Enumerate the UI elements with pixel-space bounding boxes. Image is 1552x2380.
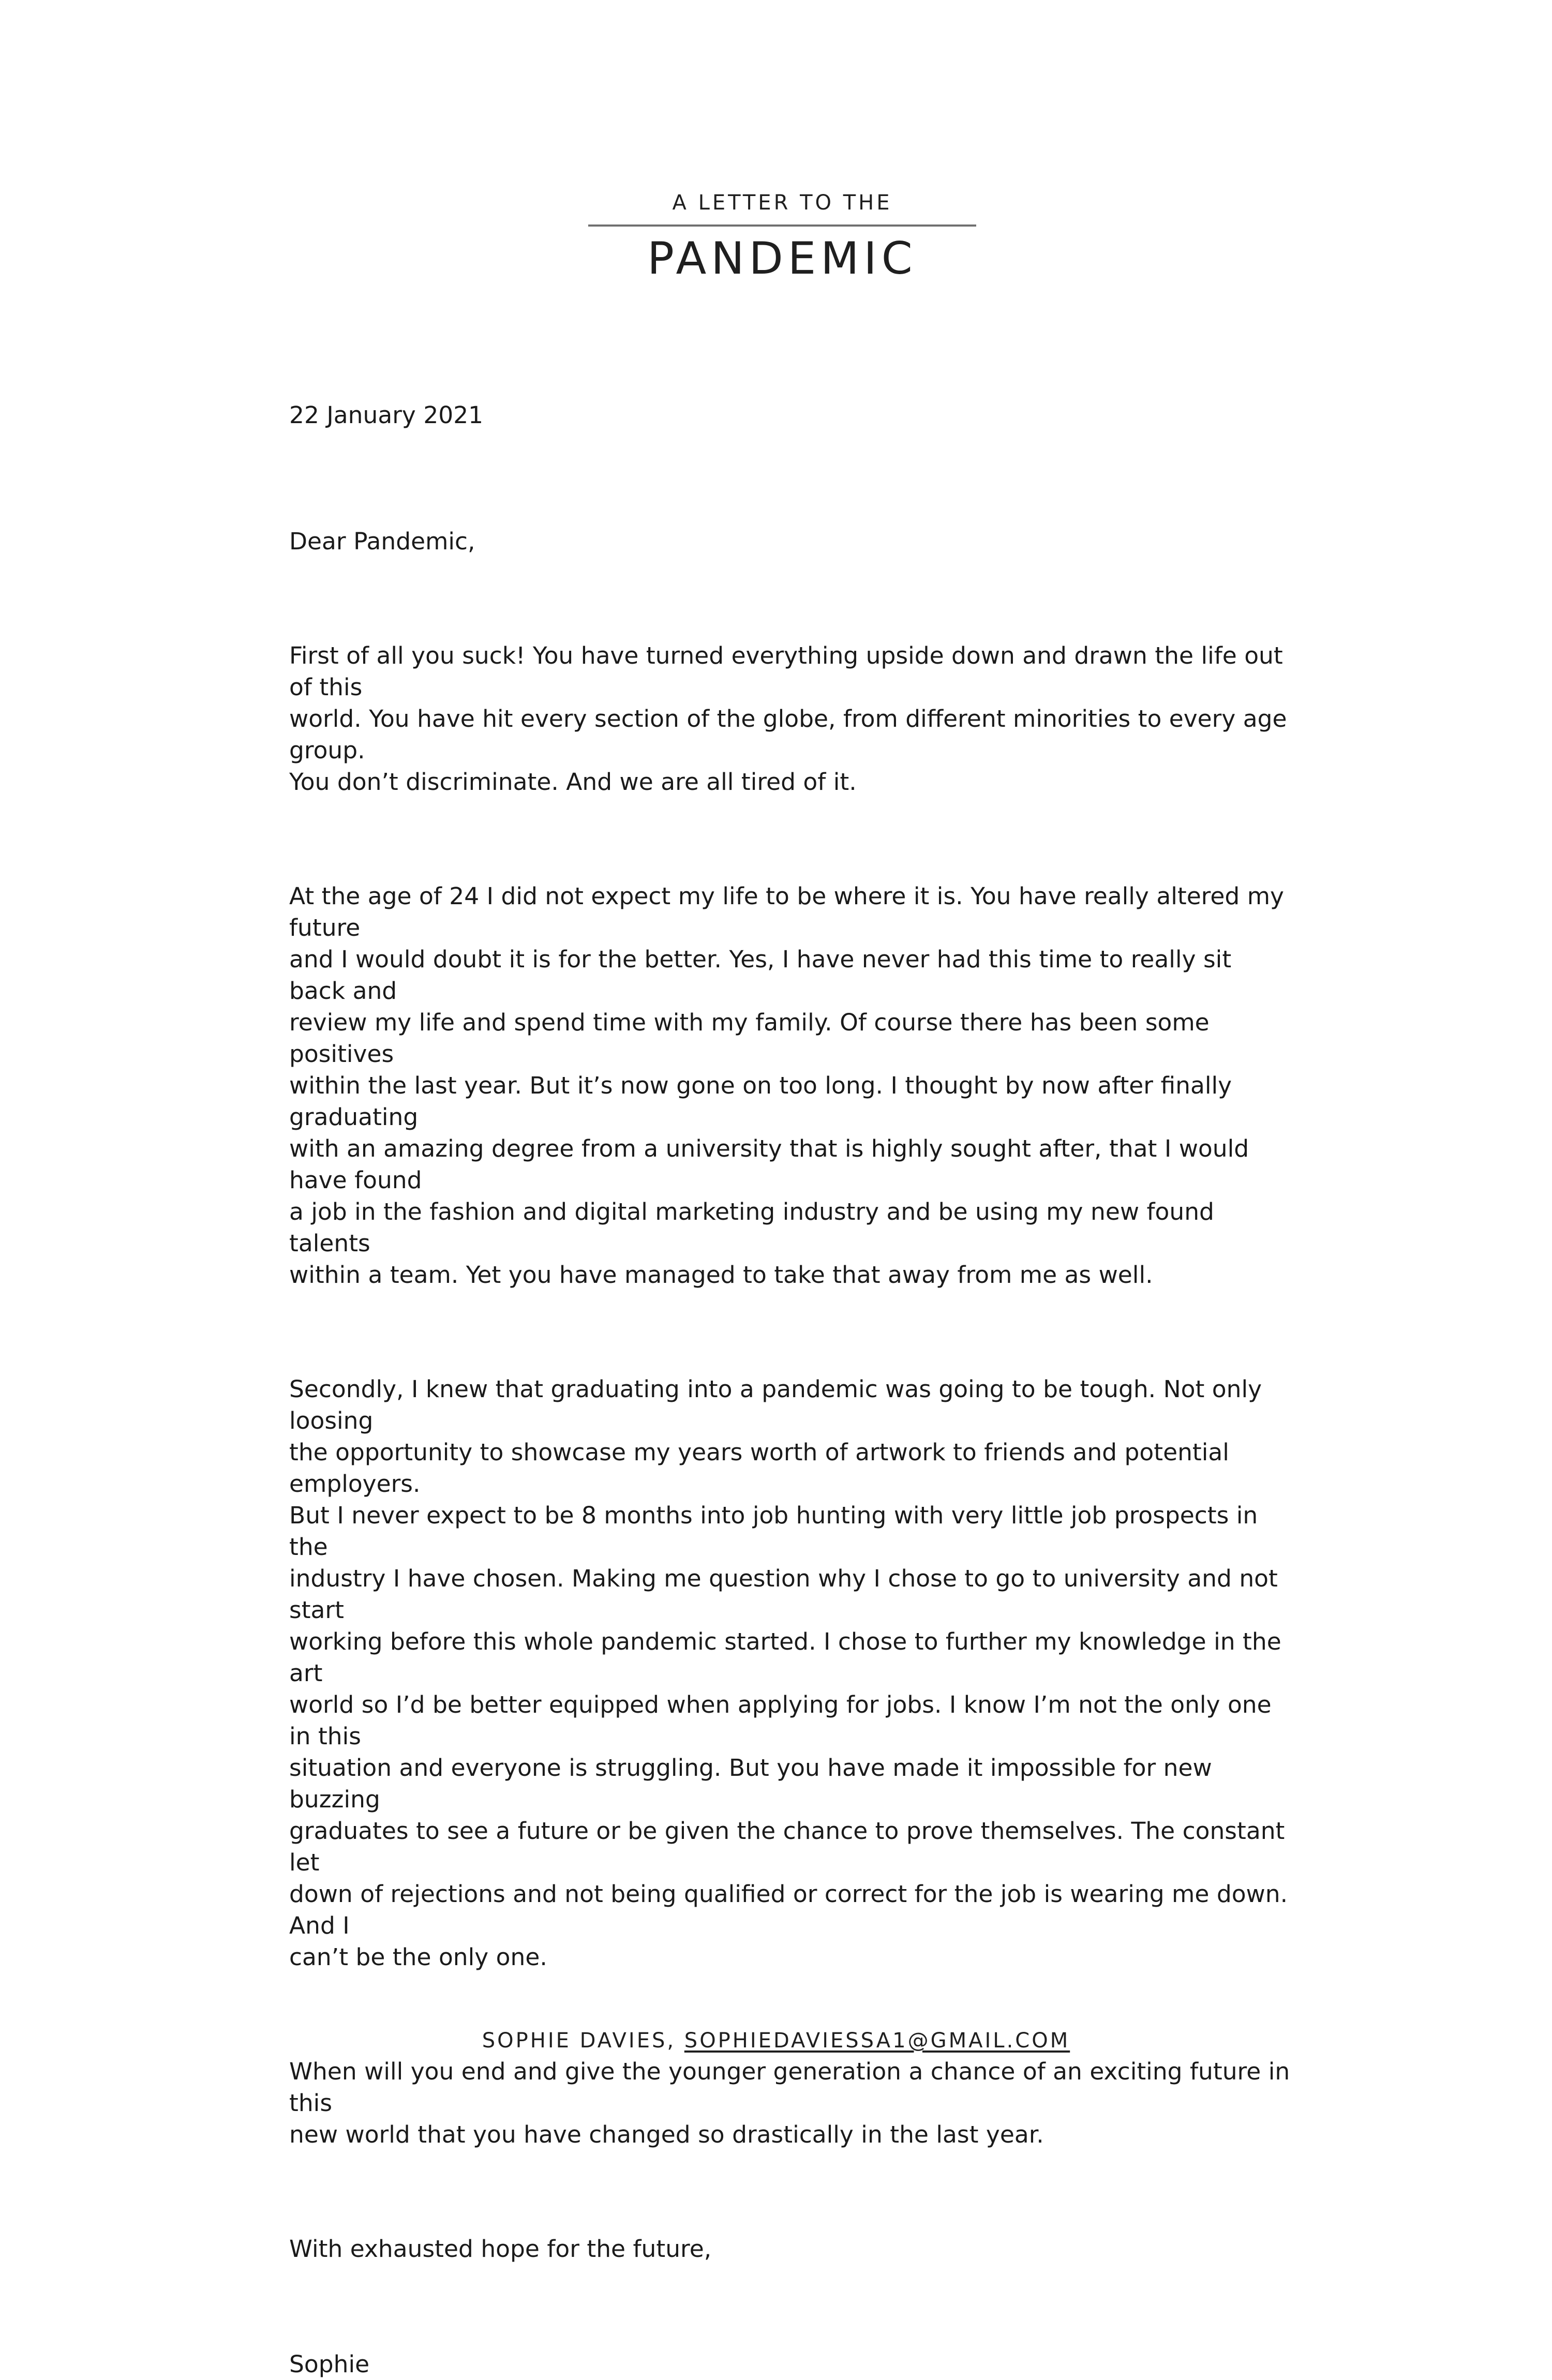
- letter-date: 22 January 2021: [289, 401, 484, 429]
- letter-paragraph-2: At the age of 24 I did not expect my life to be where it is. You have really altered my future and I would doubt it is for the better. Yes, I have never had this time to really sit back and review my life and spend time with my family. Of course there has been some positives within the last year. But it’s now gone on too long. I thought by now after finally graduating with an amazing degree from a university that is highly sought after, that I would have found a job in the fashion and digital marketing industry and be using my new found talents within a team. Yet you have managed to take that away from me as well.: [289, 882, 1284, 1289]
- letter-greeting: Dear Pandemic,: [289, 528, 475, 555]
- letter-body: [289, 399, 1293, 2380]
- letter-header: [588, 187, 976, 290]
- letter-closing: With exhausted hope for the future,: [289, 2235, 712, 2263]
- header-kicker: A LETTER TO THE: [672, 191, 892, 215]
- letter-signature: Sophie: [289, 2351, 370, 2378]
- header-divider: [588, 224, 976, 227]
- letter-paragraph-4: When will you end and give the younger generation a chance of an exciting future in this new world that you have changed so drastically in the last year.: [289, 2058, 1290, 2148]
- footer-email-link[interactable]: SOPHIEDAVIESSA1@GMAIL.COM: [684, 2029, 1070, 2053]
- letter-paragraph-1: First of all you suck! You have turned everything upside down and drawn the life out of this world. You have hit every section of the globe, from different minorities to every age group. You don’t discriminate. And we are all tired of it.: [289, 642, 1287, 796]
- footer-author-name: SOPHIE DAVIES,: [482, 2029, 676, 2053]
- page-title: PANDEMIC: [647, 233, 917, 285]
- letter-paragraph-3: Secondly, I knew that graduating into a pandemic was going to be tough. Not only loosing the opportunity to showcase my years worth of artwork to friends and potential employers. But I never expect to be 8 months into job hunting with very little job prospects in the industry I have chosen. Making me question why I chose to go to university and not start working before this whole pandemic started. I chose to further my knowledge in the art world so I’d be better equipped when applying for jobs. I know I’m not the only one in this situation and everyone is struggling. But you have made it impossible for new buzzing graduates to see a future or be given the chance to prove themselves. The constant let down of rejections and not being qualified or correct for the job is wearing me down. And I can’t be the only one.: [289, 1375, 1288, 1971]
- letter-footer: [0, 2025, 1552, 2056]
